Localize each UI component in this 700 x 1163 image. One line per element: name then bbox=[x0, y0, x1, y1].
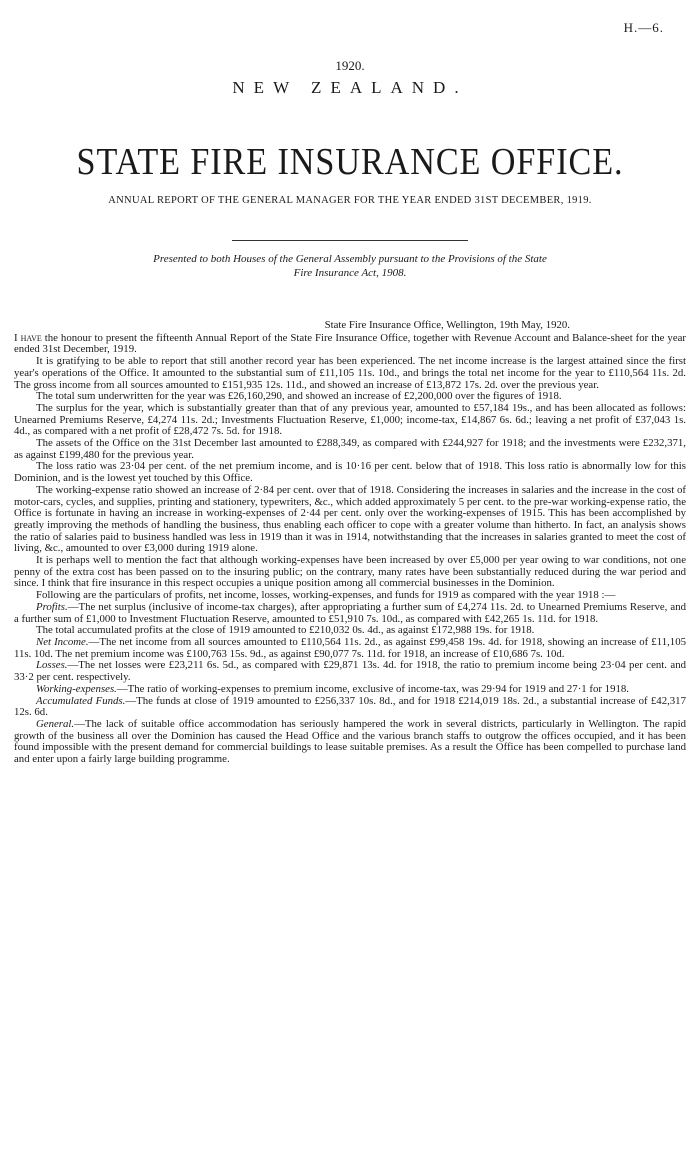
general-label: General. bbox=[36, 717, 75, 730]
paragraph-particulars-intro: Following are the particulars of profits, net income, losses, working-expenses, and funds for 1919 as compared with the year 1918 :— bbox=[36, 589, 616, 602]
paragraph-losses bbox=[14, 660, 686, 683]
document-year: 1920. bbox=[335, 58, 365, 73]
paragraph-profits bbox=[14, 602, 686, 625]
net-income-text: —The net income from all sources amounted to £110,564 11s. 2d., as against £99,458 19s. 4d. for 1918, showing an increase of £11,105 11s. 10d. The net premium income was £100,763 15s. 9d., as against £90,077 7s. 11d. for 1918, an increase of £10,686 7s. 10d. bbox=[14, 635, 686, 660]
opening-text: the honour to present the fifteenth Annual Report of the State Fire Insurance Office, together with Revenue Account and Balance-sheet for the year ended 31st December, 1919. bbox=[14, 331, 687, 356]
paragraph-net-income bbox=[14, 637, 686, 660]
dateline: State Fire Insurance Office, Wellington, 19th May, 1920. bbox=[324, 319, 570, 331]
working-expenses-text: —The ratio of working-expenses to premium income, exclusive of income-tax, was 29·94 for 1919 and 27·1 for 1918. bbox=[116, 682, 629, 695]
country-heading: NEW ZEALAND. bbox=[232, 78, 468, 97]
accumulated-funds-text: —The funds at close of 1919 amounted to £256,337 10s. 8d., and for 1918 £214,019 18s. 2d., a substantial increase of £42,317 12s. 6d. bbox=[14, 694, 686, 719]
presentation-note: Presented to both Houses of the General Assembly pursuant to the Provisions of the State Fire Insurance Act, 1908. bbox=[153, 253, 547, 279]
divider-rule bbox=[232, 240, 468, 241]
profits-text: —The net surplus (inclusive of income-tax charges), after appropriating a further sum of £4,274 11s. 2d. to Unearned Premiums Reserve, and a further sum of £1,000 to Investment Fluctuation Reserve, amounted to £51,910 7s. 10d., as compared with £42,265 1s. 11d. for 1918. bbox=[14, 600, 686, 625]
opening-paragraph bbox=[14, 333, 686, 356]
paragraph-record-year: It is gratifying to be able to report that still another record year has been experienced. The net income increase is the largest attained since the first year's operations of the Office. It amounted to the substantial sum of £11,105 11s. 10d., and brings the total net income for the year to £110,564 11s. 2d. The gross income from all sources amounted to £151,935 12s. 11d., and showed an increase of £13,872 17s. 2d. over the previous year. bbox=[14, 355, 686, 391]
report-body bbox=[14, 320, 686, 766]
paragraph-general bbox=[14, 719, 686, 766]
profits-label: Profits. bbox=[36, 600, 68, 613]
opening-words: I have bbox=[14, 331, 42, 344]
net-income-label: Net Income. bbox=[36, 635, 89, 648]
document-reference: H.—6. bbox=[623, 20, 664, 35]
document-subtitle: ANNUAL REPORT OF THE GENERAL MANAGER FOR THE YEAR ENDED 31ST DECEMBER, 1919. bbox=[108, 195, 592, 206]
paragraph-assets: The assets of the Office on the 31st December last amounted to £288,349, as compared with £244,927 for 1918; and the investments were £232,371, as against £199,480 for the previous year. bbox=[14, 437, 686, 461]
document-title: STATE FIRE INSURANCE OFFICE. bbox=[76, 141, 624, 183]
losses-text: —The net losses were £23,211 6s. 5d., as compared with £29,871 13s. 4d. for 1918, the ratio to premium income being 23·04 per cent. and 33·2 per cent. respectively. bbox=[14, 659, 686, 684]
paragraph-working-expense: The working-expense ratio showed an increase of 2·84 per cent. over that of 1918. Considering the increases in salaries and the increase in the cost of motor-cars, cycles, and supplies, printing and stationery, typewriters, &c., which added approximately 5 per cent. to the pre-war working-expense ratio, the Office is fortunate in having an increase in working-expenses of 2·44 per cent. only over the working-expenses of 1915. This has been accomplished by greatly improving the methods of handling the business, thus enabling each officer to cope with a greater volume than hitherto. In fact, an analysis shows the ratio of salaries paid to business handled was less in 1919 than it was in 1914, notwithstanding that the increases in salaries granted to meet the cost of living, &c., amounted to over £3,000 during 1919 alone. bbox=[14, 483, 686, 555]
paragraph-accumulated-profits: The total accumulated profits at the close of 1919 amounted to £210,032 0s. 4d., as against £172,988 19s. for 1918. bbox=[36, 624, 535, 637]
paragraph-surplus: The surplus for the year, which is substantially greater than that of any previous year, amounted to £57,184 19s., and has been allocated as follows: Unearned Premiums Reserve, £4,274 11s. 2d.; Investments Fluctuation Reserve, £1,000; income-tax, £14,867 6s. 6d.; leaving a net profit of £37,043 1s. 4d., as compared with a net profit of £28,472 7s. 5d. for 1918. bbox=[14, 401, 686, 438]
paragraph-war-conditions: It is perhaps well to mention the fact that although working-expenses have been increased by over £5,000 per year owing to war conditions, not one penny of the extra cost has been passed on to the insuring public; on the contrary, many rates have been substantially reduced during the war period and since. I think that fire insurance in this respect occupies a unique position among all commercial businesses in the Dominion. bbox=[14, 554, 686, 590]
paragraph-sum-underwritten: The total sum underwritten for the year was £26,160,290, and showed an increase of £2,200,000 over the figures of 1918. bbox=[36, 390, 562, 403]
losses-label: Losses. bbox=[36, 659, 68, 672]
paragraph-loss-ratio: The loss ratio was 23·04 per cent. of the net premium income, and is 10·16 per cent. below that of 1918. This loss ratio is abnormally low for this Dominion, and is the lowest yet touched by this Office. bbox=[14, 460, 686, 485]
working-expenses-label: Working-expenses. bbox=[36, 682, 117, 695]
general-text: —The lack of suitable office accommodation has seriously hampered the work in several districts, particularly in Wellington. The rapid growth of the business all over the Dominion has caused the Head Office and the various branch staffs to outgrow the offices occupied, and it has been found impossible with the present demand for commercial buildings to lease suitable premises. As a result the Office has been compelled to purchase land and enter upon a fairly large building programme. bbox=[14, 717, 686, 766]
paragraph-accumulated-funds bbox=[14, 696, 686, 719]
accumulated-funds-label: Accumulated Funds. bbox=[36, 694, 126, 707]
